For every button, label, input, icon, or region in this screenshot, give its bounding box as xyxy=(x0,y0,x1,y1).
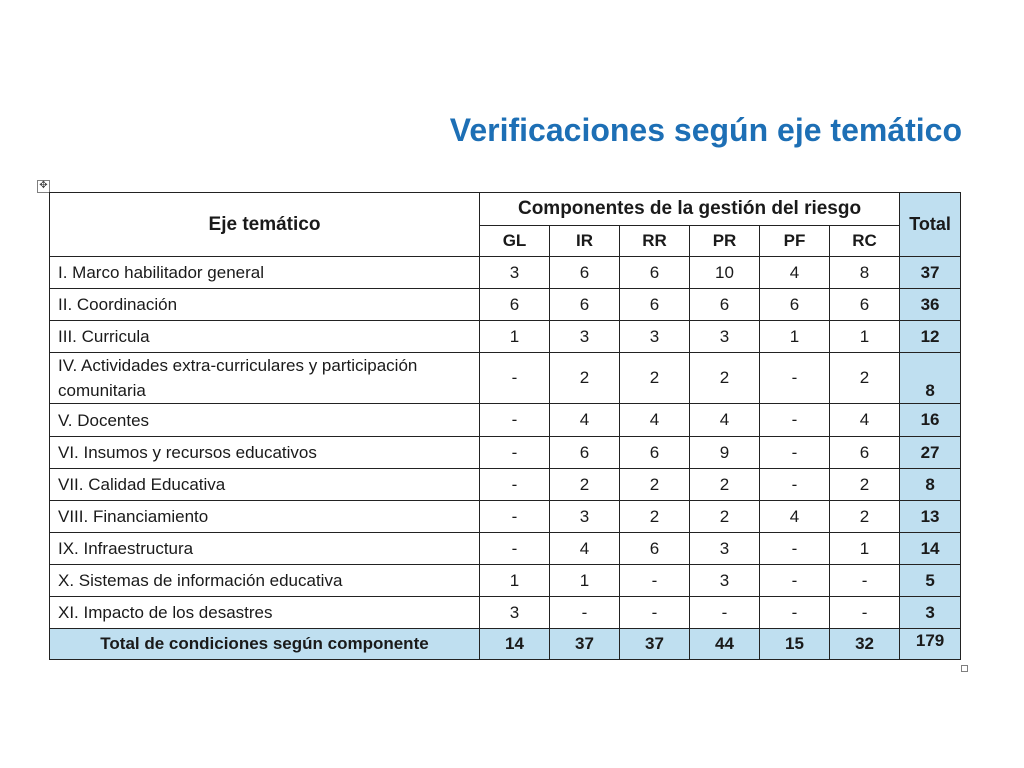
row-label: X. Sistemas de información educativa xyxy=(50,565,480,597)
row-label: VII. Calidad Educativa xyxy=(50,469,480,501)
table-move-handle-icon[interactable]: ✥ xyxy=(37,180,50,193)
cell-value: - xyxy=(480,404,550,437)
table-row xyxy=(50,257,961,289)
component-header-gl: GL xyxy=(480,226,550,257)
cell-value: 3 xyxy=(550,321,620,353)
summary-value: 15 xyxy=(760,629,830,660)
cell-value: 6 xyxy=(480,289,550,321)
row-total: 5 xyxy=(900,565,961,597)
cell-value: 2 xyxy=(830,353,900,404)
table-row xyxy=(50,289,961,321)
cell-value: 4 xyxy=(690,404,760,437)
component-header-pr: PR xyxy=(690,226,760,257)
cell-value: 2 xyxy=(690,353,760,404)
cell-value: 6 xyxy=(620,289,690,321)
component-header-pf: PF xyxy=(760,226,830,257)
cell-value: 6 xyxy=(620,257,690,289)
verification-table xyxy=(49,192,961,660)
row-label: III. Curricula xyxy=(50,321,480,353)
cell-value: 4 xyxy=(550,404,620,437)
row-label: VI. Insumos y recursos educativos xyxy=(50,437,480,469)
cell-value: - xyxy=(480,533,550,565)
cell-value: 2 xyxy=(690,501,760,533)
table-row xyxy=(50,353,961,404)
eje-header: Eje temático xyxy=(50,193,480,257)
cell-value: 2 xyxy=(830,469,900,501)
summary-row xyxy=(50,629,961,660)
cell-value: 1 xyxy=(550,565,620,597)
cell-value: 2 xyxy=(620,501,690,533)
cell-value: 1 xyxy=(830,533,900,565)
table-row xyxy=(50,597,961,629)
cell-value: 6 xyxy=(830,437,900,469)
cell-value: 3 xyxy=(690,321,760,353)
components-header: Componentes de la gestión del riesgo xyxy=(480,193,900,226)
total-header: Total xyxy=(900,193,961,257)
table-row xyxy=(50,404,961,437)
cell-value: 6 xyxy=(760,289,830,321)
table-resize-handle-icon[interactable] xyxy=(961,665,968,672)
cell-value: 6 xyxy=(550,257,620,289)
cell-value: 4 xyxy=(760,501,830,533)
summary-value: 14 xyxy=(480,629,550,660)
cell-value: - xyxy=(760,404,830,437)
cell-value: 4 xyxy=(620,404,690,437)
cell-value: - xyxy=(830,597,900,629)
row-label: I. Marco habilitador general xyxy=(50,257,480,289)
row-total: 3 xyxy=(900,597,961,629)
component-header-rc: RC xyxy=(830,226,900,257)
cell-value: 3 xyxy=(550,501,620,533)
table-row xyxy=(50,501,961,533)
summary-value: 37 xyxy=(550,629,620,660)
cell-value: 6 xyxy=(550,289,620,321)
cell-value: 6 xyxy=(830,289,900,321)
cell-value: 1 xyxy=(760,321,830,353)
grand-total: 179 xyxy=(900,629,961,660)
row-total: 14 xyxy=(900,533,961,565)
row-label: II. Coordinación xyxy=(50,289,480,321)
cell-value: 6 xyxy=(620,437,690,469)
table-row xyxy=(50,437,961,469)
cell-value: 4 xyxy=(830,404,900,437)
cell-value: 3 xyxy=(690,533,760,565)
summary-label: Total de condiciones según componente xyxy=(50,629,480,660)
cell-value: 3 xyxy=(620,321,690,353)
row-total: 36 xyxy=(900,289,961,321)
cell-value: 6 xyxy=(620,533,690,565)
cell-value: 6 xyxy=(690,289,760,321)
row-label: IV. Actividades extra-curriculares y participación comunitaria xyxy=(50,353,480,404)
cell-value: 3 xyxy=(480,257,550,289)
cell-value: - xyxy=(760,437,830,469)
cell-value: 9 xyxy=(690,437,760,469)
cell-value: 4 xyxy=(550,533,620,565)
cell-value: 8 xyxy=(830,257,900,289)
row-total: 13 xyxy=(900,501,961,533)
cell-value: 10 xyxy=(690,257,760,289)
row-total: 16 xyxy=(900,404,961,437)
cell-value: - xyxy=(480,437,550,469)
row-total: 8 xyxy=(900,353,961,404)
cell-value: - xyxy=(760,533,830,565)
table-body xyxy=(50,257,961,629)
cell-value: - xyxy=(480,501,550,533)
cell-value: 2 xyxy=(620,353,690,404)
cell-value: - xyxy=(620,565,690,597)
cell-value: 2 xyxy=(550,469,620,501)
cell-value: 1 xyxy=(830,321,900,353)
summary-value: 44 xyxy=(690,629,760,660)
cell-value: 3 xyxy=(690,565,760,597)
row-total: 27 xyxy=(900,437,961,469)
cell-value: - xyxy=(480,469,550,501)
cell-value: 2 xyxy=(550,353,620,404)
row-total: 8 xyxy=(900,469,961,501)
cell-value: 2 xyxy=(620,469,690,501)
cell-value: 2 xyxy=(830,501,900,533)
summary-value: 32 xyxy=(830,629,900,660)
table-row xyxy=(50,565,961,597)
cell-value: 1 xyxy=(480,321,550,353)
cell-value: - xyxy=(690,597,760,629)
row-total: 12 xyxy=(900,321,961,353)
cell-value: - xyxy=(760,353,830,404)
row-label: VIII. Financiamiento xyxy=(50,501,480,533)
cell-value: 2 xyxy=(690,469,760,501)
cell-value: - xyxy=(760,597,830,629)
component-header-ir: IR xyxy=(550,226,620,257)
row-label: V. Docentes xyxy=(50,404,480,437)
table-row xyxy=(50,533,961,565)
component-header-rr: RR xyxy=(620,226,690,257)
cell-value: - xyxy=(760,565,830,597)
row-label: XI. Impacto de los desastres xyxy=(50,597,480,629)
table-row xyxy=(50,469,961,501)
slide-title: Verificaciones según eje temático xyxy=(449,112,962,148)
cell-value: 6 xyxy=(550,437,620,469)
cell-value: - xyxy=(620,597,690,629)
cell-value: 1 xyxy=(480,565,550,597)
cell-value: - xyxy=(480,353,550,404)
cell-value: - xyxy=(830,565,900,597)
summary-value: 37 xyxy=(620,629,690,660)
table-row xyxy=(50,321,961,353)
cell-value: 4 xyxy=(760,257,830,289)
cell-value: 3 xyxy=(480,597,550,629)
cell-value: - xyxy=(550,597,620,629)
row-total: 37 xyxy=(900,257,961,289)
row-label: IX. Infraestructura xyxy=(50,533,480,565)
cell-value: - xyxy=(760,469,830,501)
